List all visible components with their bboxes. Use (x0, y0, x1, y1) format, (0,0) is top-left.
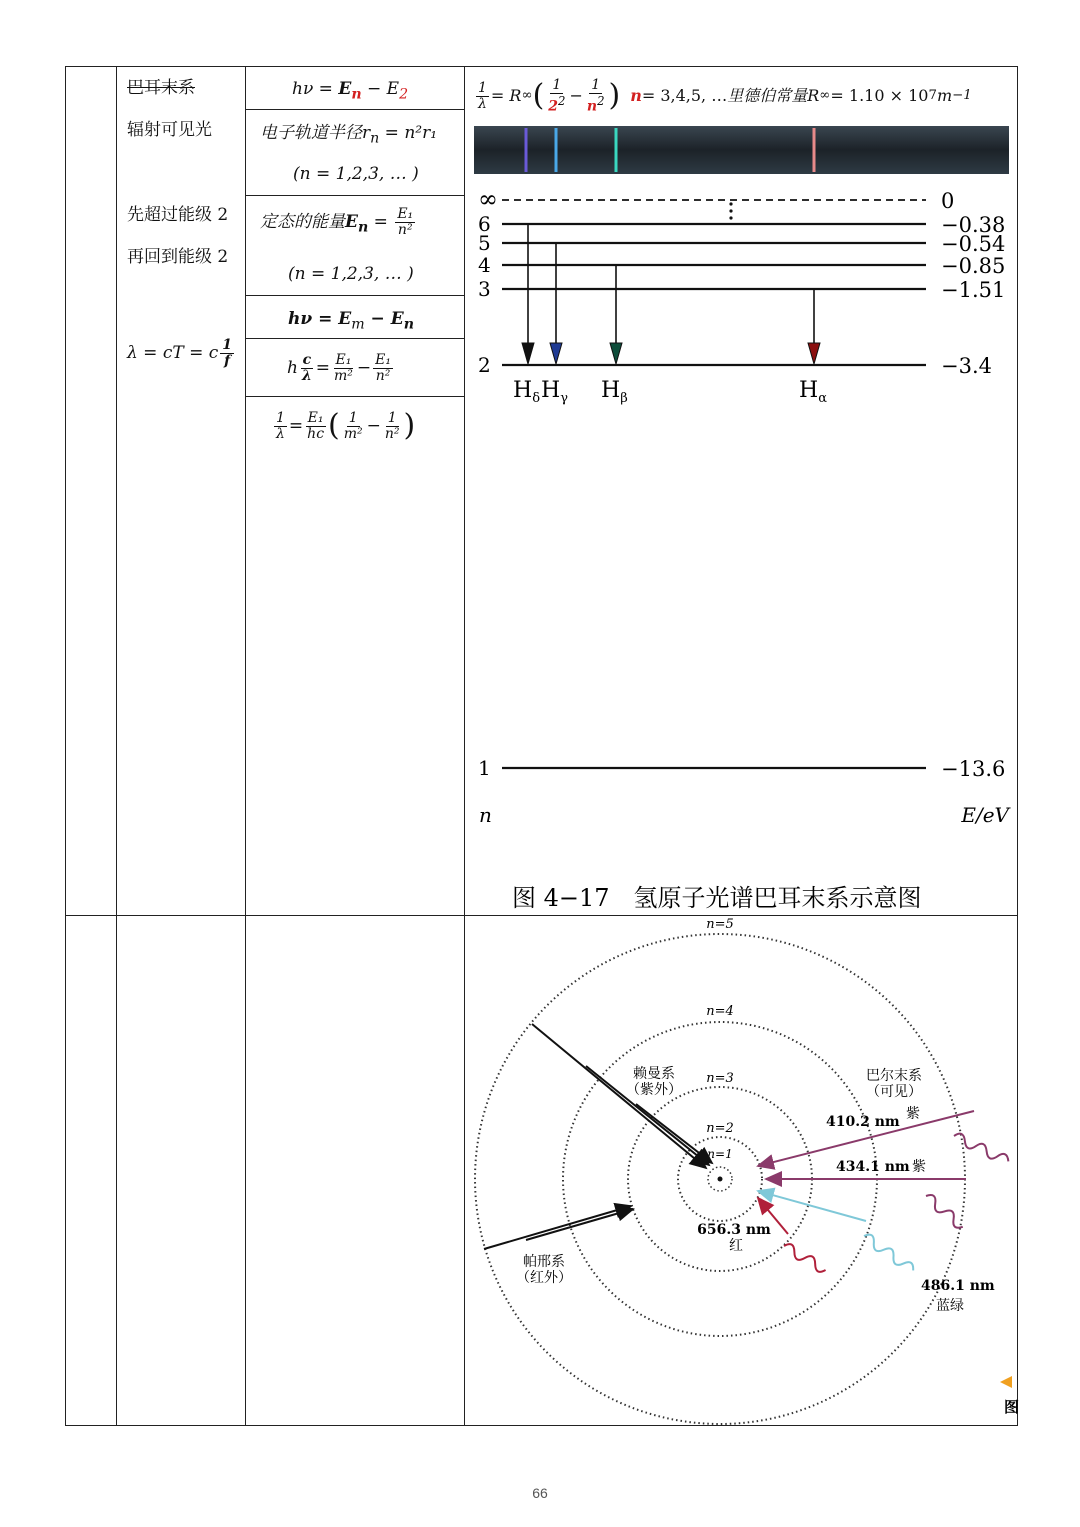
photon-eq-4 (287, 346, 395, 390)
level-n-label: 6 (478, 212, 491, 236)
bf-n-label: n (630, 86, 642, 105)
spectrum-line (813, 128, 816, 172)
level-e-label: 0 (941, 189, 955, 213)
bf-eq: = R (490, 86, 522, 105)
label-n2: n=2 (706, 1121, 734, 1136)
eq3-text: hν = E (288, 309, 352, 329)
eq4-lambda: λ (301, 367, 312, 384)
orbit-sub: n (370, 130, 380, 147)
bf-f1-den: 2 (548, 98, 559, 115)
eq5-eq: = (288, 416, 304, 436)
eq4-m2: m² (334, 367, 353, 384)
level-n-label: 3 (478, 277, 491, 301)
photon-eq-3 (288, 309, 414, 334)
mid-divider-4 (245, 338, 464, 339)
level-e-label: −0.38 (941, 213, 1006, 237)
orbit-diagram (466, 916, 1020, 1424)
note-line1: 先超过能级 2 (127, 205, 229, 225)
transition-arrowhead (808, 343, 820, 364)
series-name: 巴耳末系 (127, 78, 195, 98)
energy-levels (478, 185, 1005, 781)
w434-label: 434.1 nm (836, 1159, 910, 1175)
eq4-E1b: E₁ (375, 351, 392, 368)
eq1-sub: n (351, 86, 362, 103)
bf-lparen: ( (532, 78, 545, 113)
bf-inf: ∞ (521, 88, 533, 103)
w410-color: 紫 (906, 1106, 920, 1122)
photon-eq-5 (272, 402, 415, 450)
col-divider-1 (116, 67, 117, 1425)
level-n-label: 2 (478, 353, 491, 377)
eq4-E1a: E₁ (335, 351, 352, 368)
eq1-E: E (338, 79, 352, 99)
col-divider-2 (245, 67, 246, 1425)
photon-410-wave (952, 1131, 1011, 1165)
w486-color: 蓝绿 (936, 1298, 964, 1314)
eq3-sub2: n (403, 316, 414, 333)
level-e-label: −3.4 (941, 354, 992, 378)
lyman-label: 赖曼系 (633, 1066, 675, 1082)
eq4-n2: n² (375, 367, 391, 384)
photon-eq-1 (292, 79, 408, 104)
bf-f2-num: 1 (591, 76, 601, 93)
eq3-sub: m (351, 316, 365, 333)
energy-eq (260, 207, 417, 238)
lyman-arrow-3 (636, 1104, 712, 1163)
bf-one: 1 (478, 79, 487, 96)
level-e-label: −0.54 (941, 232, 1006, 256)
mid-divider-3 (245, 295, 464, 296)
lambda-eq-text: λ = cT = c (127, 343, 219, 363)
eq5-rparen: ) (403, 408, 416, 443)
eq5-E1: E₁ (307, 409, 324, 426)
eq5-lparen: ( (328, 408, 340, 443)
ellipsis-dot (729, 202, 732, 205)
transition-label: $H_\gamma$ (541, 378, 568, 406)
bf-rydberg-label: 里德伯常量R (727, 86, 820, 105)
balmer-formula (474, 73, 972, 119)
eq5-one-b: 1 (387, 409, 397, 426)
eq5-n2: n² (384, 425, 400, 442)
label-n4: n=4 (706, 1004, 734, 1019)
energy-range: (n = 1,2,3, … ) (288, 264, 414, 284)
figure-caption: 图 4−17 氢原子光谱巴耳末系示意图 (512, 884, 922, 912)
transition-label: $H_\beta$ (601, 378, 628, 406)
photon-486-wave (861, 1232, 916, 1275)
bf-rydberg-inf: ∞ (819, 88, 831, 103)
lambda-frac-den: f (224, 353, 231, 369)
level-n-label: ∞ (478, 185, 498, 213)
bf-minus: − (569, 86, 583, 105)
bf-rydberg-exp: 7 (928, 88, 937, 103)
label-n5: n=5 (706, 917, 734, 932)
label-n1: n=1 (707, 1147, 733, 1161)
bf-rydberg-unit: m (936, 86, 953, 105)
label-n3: n=3 (706, 1071, 734, 1086)
eq1-sub2: 2 (399, 86, 409, 103)
ellipsis-dot (729, 216, 732, 219)
w656-label: 656.3 nm (697, 1222, 771, 1238)
corner-label: 图 (1004, 1398, 1020, 1416)
eq4-c: c (302, 351, 312, 368)
axis-e-label: E/eV (961, 803, 1009, 827)
level-e-label: −0.85 (941, 254, 1006, 278)
w486-label: 486.1 nm (921, 1278, 995, 1294)
energy-num: E₁ (397, 206, 414, 222)
photon-434-wave (923, 1192, 966, 1231)
bf-f1-num: 1 (552, 76, 562, 93)
eq5-one-a: 1 (348, 409, 358, 426)
eq5-hc: hc (307, 425, 325, 442)
orbit-rhs: = n²r₁ (379, 123, 438, 143)
level-n-label: 4 (478, 253, 491, 277)
level-e-label: −1.51 (941, 278, 1006, 302)
energy-label: 定态的能量 (260, 212, 345, 232)
energy-level-diagram (464, 120, 1017, 920)
bf-lambda: λ (478, 95, 487, 112)
paschen-arrow-2 (526, 1209, 633, 1240)
ellipsis-dot (729, 209, 732, 212)
balmer-label: 巴尔末系 (866, 1068, 922, 1084)
spectrum-line (615, 128, 618, 172)
photon-656-wave (782, 1242, 829, 1275)
balmer-sub: （可见） (866, 1084, 922, 1100)
eq5-m2: m² (343, 425, 363, 442)
lambda-frac-num: 1 (222, 337, 233, 353)
eq4-eq: = (315, 358, 331, 378)
bf-rparen: ) (608, 78, 621, 113)
w656-color: 红 (729, 1238, 743, 1254)
corner-triangle-icon (1000, 1376, 1012, 1388)
note-line2: 再回到能级 2 (127, 247, 229, 267)
axis-n-label: n (479, 803, 492, 827)
page-number: 66 (532, 1485, 548, 1501)
orbit-range: (n = 1,2,3, … ) (293, 164, 419, 184)
transition-label: $H_\delta$ (513, 378, 541, 406)
spectrum-strip (474, 126, 1009, 174)
eq5-minus: − (366, 416, 381, 436)
nucleus (718, 1177, 723, 1182)
energy-eq-sign: = (368, 212, 394, 232)
paschen-sub: （红外） (516, 1270, 572, 1286)
transition-label: $H_\alpha$ (799, 378, 827, 406)
level-e-label: −13.6 (941, 757, 1006, 781)
lyman-sub: （紫外） (626, 1082, 682, 1098)
bf-f1-exp: 2 (558, 93, 566, 108)
eq5-lambda: λ (276, 425, 285, 442)
transition-arrows (513, 224, 827, 406)
transition-arrowhead (550, 343, 562, 364)
eq4-minus: − (356, 358, 372, 378)
transition-arrowhead (610, 343, 622, 364)
w410-label: 410.2 nm (826, 1114, 900, 1130)
orbit-radius-eq (260, 123, 437, 148)
eq3-rest: − E (364, 309, 404, 329)
eq1-rest: − E (361, 79, 400, 99)
mid-divider-5 (245, 396, 464, 397)
mid-divider-1 (245, 109, 464, 110)
spectrum-line (525, 128, 528, 172)
lambda-equation (127, 338, 236, 369)
paschen-label: 帕邢系 (523, 1254, 565, 1270)
bf-f2-exp: 2 (597, 93, 605, 108)
transition-arrowhead (522, 343, 534, 364)
eq4-h: h (287, 358, 298, 378)
bf-rydberg-value: = 1.10 × 10 (830, 86, 929, 105)
w434-color: 紫 (912, 1159, 926, 1175)
bf-rydberg-unit-exp: −1 (952, 88, 972, 103)
energy-den: n² (397, 222, 413, 238)
eq5-one: 1 (276, 409, 285, 426)
bf-n-values: = 3,4,5, … (641, 86, 728, 105)
level-n-label: 1 (478, 756, 491, 780)
level-n-label: 5 (478, 231, 491, 255)
eq1-lhs: hν = (292, 79, 339, 99)
orbit-r: r (362, 123, 371, 143)
paschen-arrow-1 (484, 1206, 631, 1249)
bf-f2-den: n (586, 98, 598, 115)
spectrum-line (555, 128, 558, 172)
mid-divider-2 (245, 195, 464, 196)
radiation-text: 辐射可见光 (127, 120, 212, 140)
energy-sub: n (357, 219, 369, 236)
energy-E: E (345, 212, 358, 232)
orbit-label: 电子轨道半径 (260, 123, 362, 143)
